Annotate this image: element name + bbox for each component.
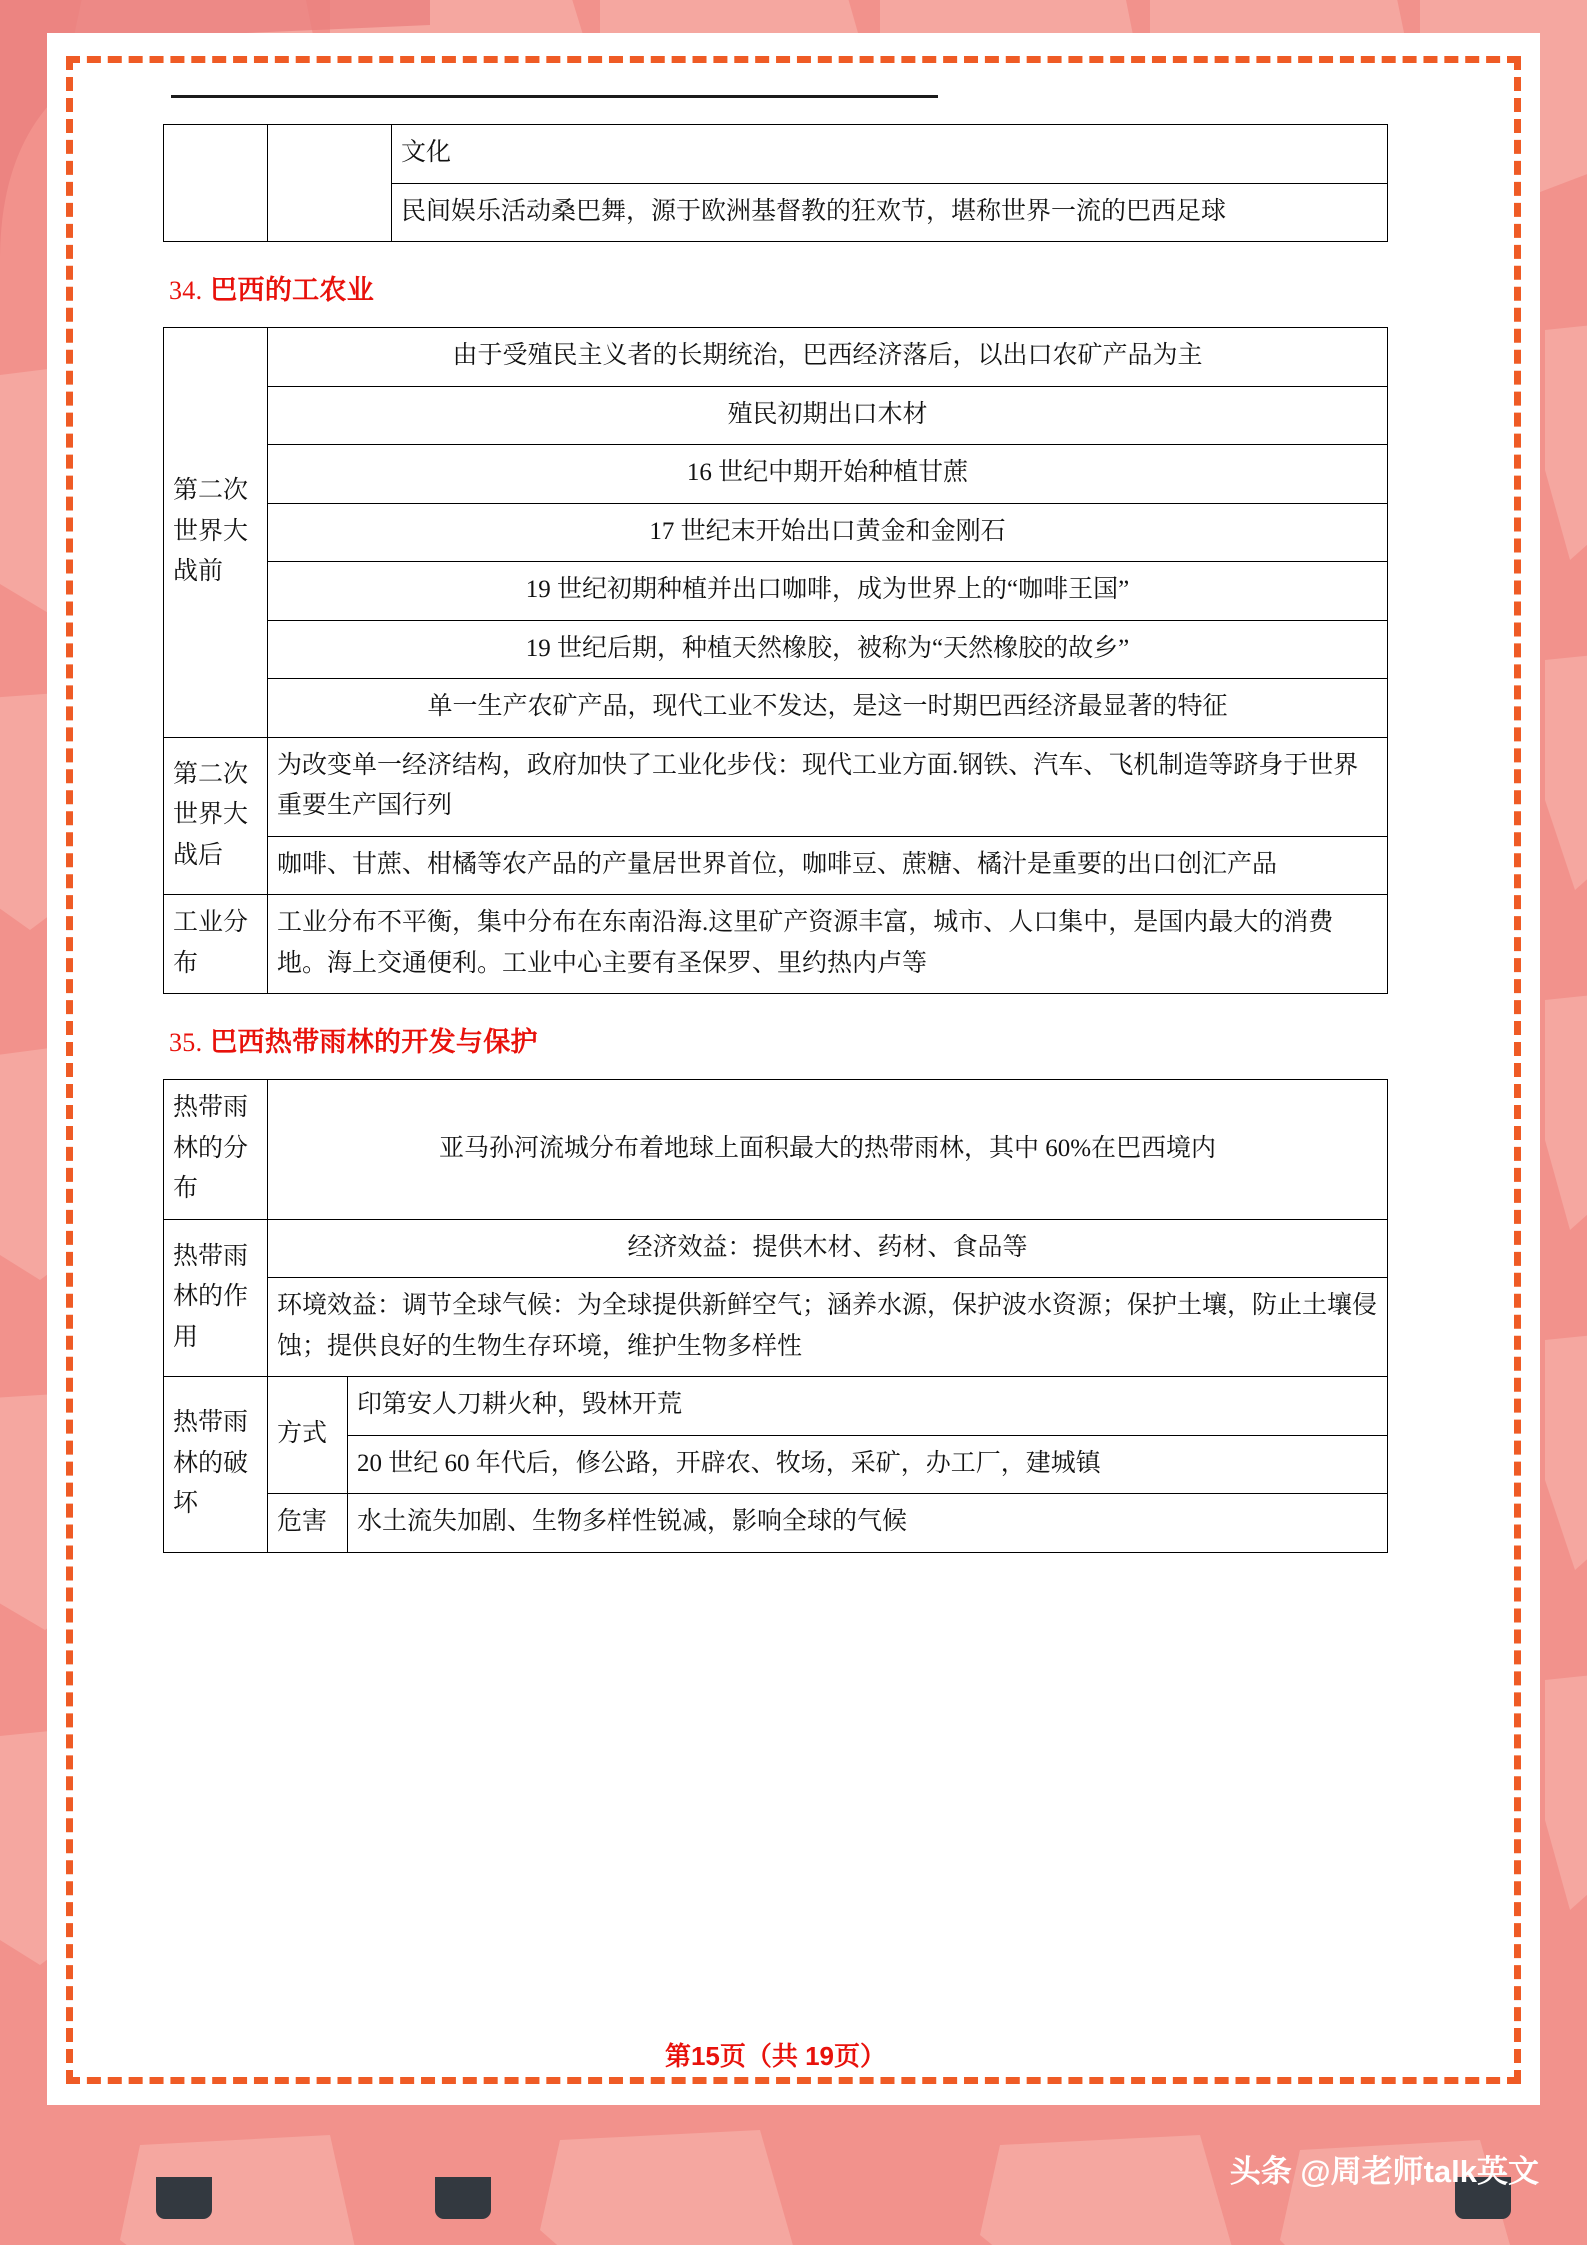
table-row (164, 1080, 1388, 1220)
table-row (164, 503, 1388, 562)
culture-cell-samba: 民间娱乐活动桑巴舞，源于欧洲基督教的狂欢节，堪称世界一流的巴西足球 (392, 183, 1388, 242)
table-row (164, 679, 1388, 738)
table-row (164, 125, 1388, 184)
table-row (164, 562, 1388, 621)
table-row (164, 386, 1388, 445)
table-industry-agriculture (163, 327, 1388, 994)
section-heading-35 (169, 1020, 1388, 1059)
document-content (163, 80, 1388, 1553)
prewar-row-0: 由于受殖民主义者的长期统治，巴西经济落后，以出口农矿产品为主 (268, 328, 1388, 387)
table-row (164, 1377, 1388, 1436)
rainforest-function-environment: 环境效益：调节全球气候：为全球提供新鲜空气；涵养水源，保护波水资源；保护土壤，防止土壤侵蚀；提供良好的生物生存环境，维护生物多样性 (268, 1278, 1388, 1377)
section-heading-34 (169, 268, 1388, 307)
table-row (164, 1494, 1388, 1553)
label-destruction-harm: 危害 (268, 1494, 348, 1553)
section-title-34: 巴西的工农业 (210, 275, 375, 305)
destruction-method-1: 20 世纪 60 年代后，修公路，开辟农、牧场，采矿，办工厂，建城镇 (348, 1435, 1388, 1494)
bottom-tab-left (156, 2177, 212, 2219)
postwar-row-1: 咖啡、甘蔗、柑橘等农产品的产量居世界首位，咖啡豆、蔗糖、橘汁是重要的出口创汇产品 (268, 836, 1388, 895)
table-row (164, 1278, 1388, 1377)
table-row (164, 737, 1388, 836)
prewar-row-5: 19 世纪后期，种植天然橡胶，被称为“天然橡胶的故乡” (268, 620, 1388, 679)
culture-cell-title: 文化 (392, 125, 1388, 184)
page-number-footer: 第15页（共 19页） (664, 2041, 887, 2071)
postwar-row-0: 为改变单一经济结构，政府加快了工业化步伐：现代工业方面.钢铁、汽车、飞机制造等跻身于世界重要生产国行列 (268, 737, 1388, 836)
table-row (164, 328, 1388, 387)
prewar-row-6: 单一生产农矿产品，现代工业不发达，是这一时期巴西经济最显著的特征 (268, 679, 1388, 738)
industry-distribution-text: 工业分布不平衡，集中分布在东南沿海.这里矿产资源丰富，城市、人口集中，是国内最大的消费地。海上交通便利。工业中心主要有圣保罗、里约热内卢等 (268, 895, 1388, 994)
destruction-harm-0: 水土流失加剧、生物多样性锐减，影响全球的气候 (348, 1494, 1388, 1553)
rainforest-function-economic: 经济效益：提供木材、药材、食品等 (268, 1219, 1388, 1278)
label-rainforest-distribution: 热带雨林的分布 (164, 1080, 268, 1220)
table-row (164, 1219, 1388, 1278)
destruction-method-0: 印第安人刀耕火种，毁林开荒 (348, 1377, 1388, 1436)
header-rule (171, 95, 938, 98)
culture-col2 (268, 125, 392, 242)
label-rainforest-destruction: 热带雨林的破坏 (164, 1377, 268, 1553)
table-culture (163, 124, 1388, 242)
table-row (164, 836, 1388, 895)
group-label-prewar: 第二次世界大战前 (164, 328, 268, 738)
culture-col1 (164, 125, 268, 242)
section-title-35: 巴西热带雨林的开发与保护 (210, 1027, 538, 1057)
table-row (164, 1435, 1388, 1494)
prewar-row-4: 19 世纪初期种植并出口咖啡，成为世界上的“咖啡王国” (268, 562, 1388, 621)
label-destruction-method: 方式 (268, 1377, 348, 1494)
prewar-row-2: 16 世纪中期开始种植甘蔗 (268, 445, 1388, 504)
prewar-row-1: 殖民初期出口木材 (268, 386, 1388, 445)
rainforest-distribution-text: 亚马孙河流城分布着地球上面积最大的热带雨林，其中 60%在巴西境内 (268, 1080, 1388, 1220)
prewar-row-3: 17 世纪末开始出口黄金和金刚石 (268, 503, 1388, 562)
section-number-35: 35. (169, 1028, 203, 1057)
table-row (164, 895, 1388, 994)
table-rainforest (163, 1079, 1388, 1553)
bottom-tab-middle (435, 2177, 491, 2219)
table-row (164, 620, 1388, 679)
section-number-34: 34. (169, 276, 203, 305)
group-label-postwar: 第二次世界大战后 (164, 737, 268, 895)
table-row (164, 445, 1388, 504)
group-label-distribution: 工业分布 (164, 895, 268, 994)
label-rainforest-function: 热带雨林的作用 (164, 1219, 268, 1377)
watermark-text: 头条 @周老师talk英文 (1229, 2154, 1539, 2189)
